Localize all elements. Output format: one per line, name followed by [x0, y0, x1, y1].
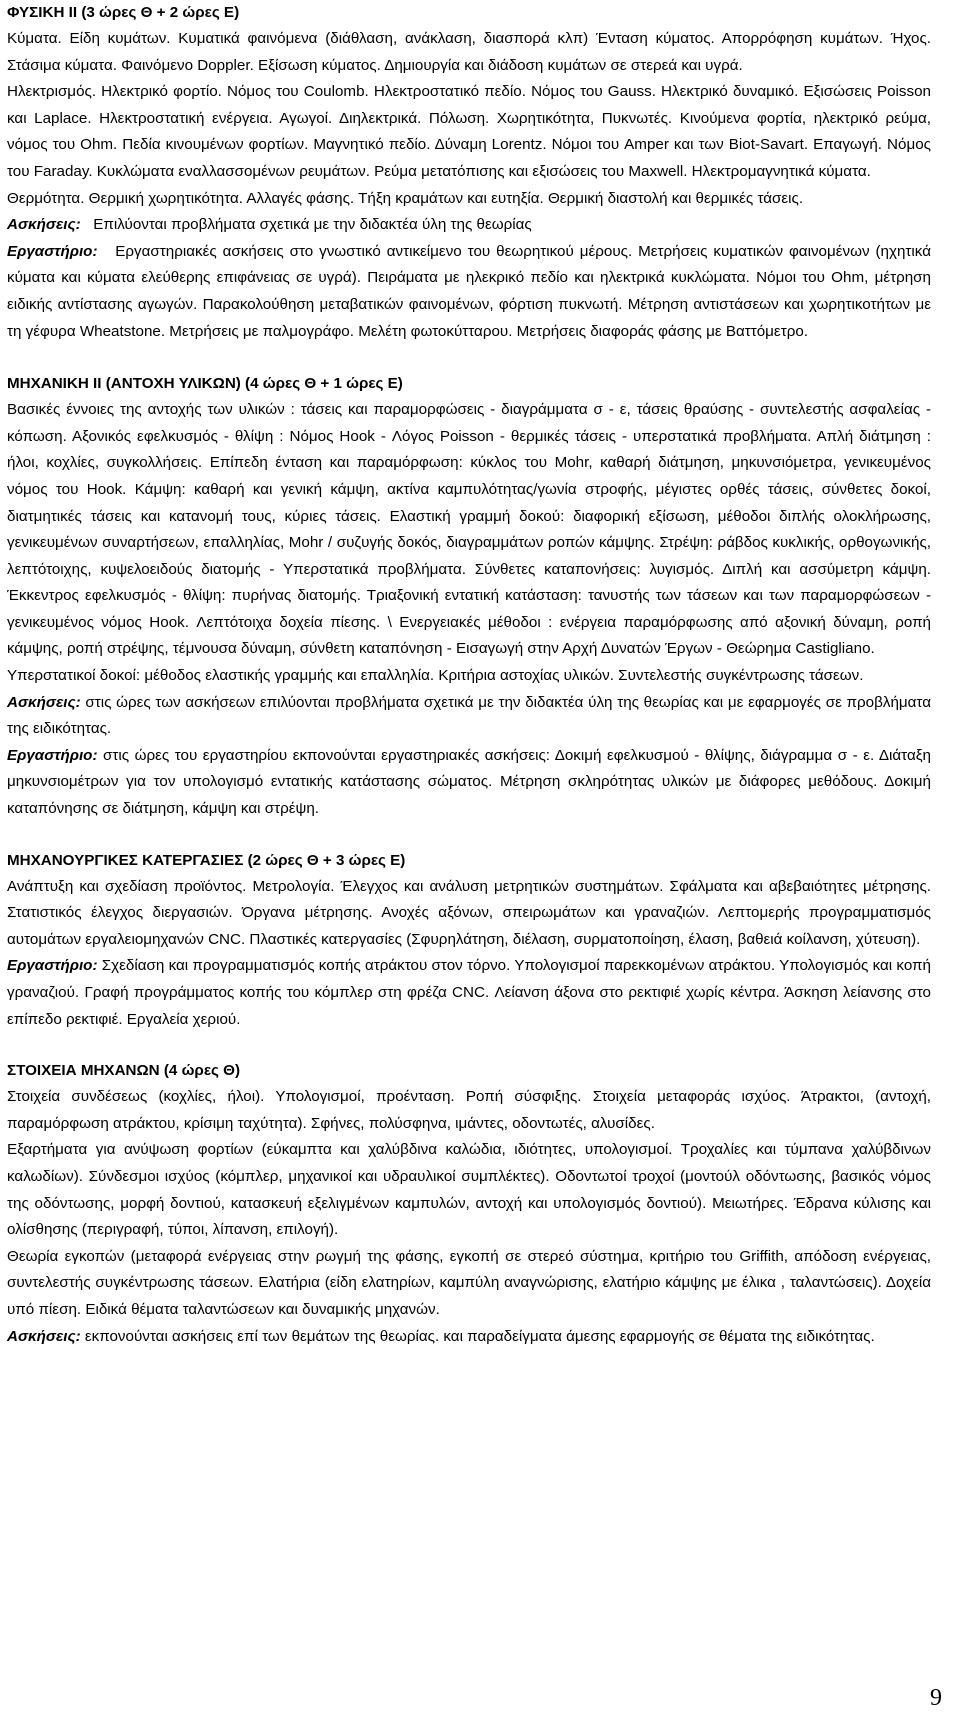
exercises-paragraph	[7, 212, 931, 239]
exercises-text: Επιλύονται προβλήματα σχετικά με την διδακτέα ύλη της θεωρίας	[93, 216, 532, 234]
section-title: ΣΤΟΙΧΕΙΑ ΜΗΧΑΝΩΝ (4 ώρες Θ)	[7, 1062, 241, 1080]
paragraph: Στοιχεία συνδέσεως (κοχλίες, ήλοι). Υπολογισμοί, προένταση. Ροπή σύσφιξης. Στοιχεία μεταφοράς ισχύος. Άτρακτοι, (αντοχή, παραμόρφωση ατράκτου, κρίσιμη ταχύτητα). Σφήνες, πολύσφηνα, ιμάντες, οδοντωτές, αλυσίδες.	[7, 1088, 931, 1132]
section-gap	[7, 823, 931, 848]
exercises-text: στις ώρες των ασκήσεων επιλύονται προβλήματα σχετικά με την διδακτέα ύλη της θεωρίας και με εφαρμογές σε προβλήματα της ειδικότητας.	[7, 693, 931, 738]
exercises-text: εκπονούνται ασκήσεις επί των θεμάτων της θεωρίας. και παραδείγματα άμεσης εφαρμογής σε θέματα της ειδικότητας.	[84, 1327, 875, 1345]
paragraph: Κύματα. Είδη κυμάτων. Κυματικά φαινόμενα (διάθλαση, ανάκλαση, διασπορά κλπ) Ένταση κύματος. Απορρόφηση κυμάτων. Ήχος. Στάσιμα κύματα. Φαινόμενο Doppler. Εξίσωση κύματος. Δημιουργία και διάδοση κυμάτων σε στερεά και υγρά.	[7, 30, 931, 74]
section-machine-elements	[7, 1058, 931, 1350]
exercises-paragraph	[7, 1324, 931, 1351]
lab-label: Εργαστήριο:	[7, 242, 98, 260]
document-page	[7, 0, 931, 1350]
section-machining	[7, 848, 931, 1034]
lab-text: στις ώρες του εργαστηρίου εκπονούνται εργαστηριακές ασκήσεις: Δοκιμή εφελκυσμού - θλίψης, διάγραμμα σ - ε. Διάταξη μηκυνσιομέτρων για τον υπολογισμό εντατικής κατάστασης σώματος. Μέτρηση σκληρότητας υλικών με διάφορες μεθόδους. Δοκιμή καταπόνησης σε διάτμηση, κάμψη και στρέψη.	[7, 746, 931, 818]
section-title: ΜΗΧΑΝΟΥΡΓΙΚΕΣ ΚΑΤΕΡΓΑΣΙΕΣ (2 ώρες Θ + 3 ώρες Ε)	[7, 851, 406, 869]
paragraph: Θερμότητα. Θερμική χωρητικότητα. Αλλαγές φάσης. Τήξη κραμάτων και ευτηξία. Θερμική διαστολή και θερμικές τάσεις.	[7, 189, 804, 207]
exercises-paragraph	[7, 690, 931, 743]
section-title: ΦΥΣΙΚΗ ΙΙ (3 ώρες Θ + 2 ώρες Ε)	[7, 4, 240, 21]
page-number: 9	[930, 1685, 942, 1711]
section-gap	[7, 1033, 931, 1058]
lab-paragraph	[7, 743, 931, 823]
paragraph: Θεωρία εγκοπών (μεταφορά ενέργειας στην ρωγμή της φάσης, εγκοπή σε στερεό σύστημα, κριτήριο του Griffith, απόδοση ενέργειας, συντελεστής συγκέντρωσης τάσεων. Ελατήρια (είδη ελατηρίων, καμπύλη αναγνώρισης, ελατήριο κάμψης με έλικα , ταλαντώσεις). Δοχεία υπό πίεση. Ειδικά θέματα ταλαντώσεων και δυναμικής μηχανών.	[7, 1247, 931, 1318]
lab-text: Σχεδίαση και προγραμματισμός κοπής ατράκτου στον τόρνο. Υπολογισμοί παρεκκομένων ατράκτου. Υπολογισμός και κοπή γραναζιού. Γραφή προγράμματος κοπής του κόμπλερ στη φρέζα CNC. Λείανση άξονα στο ρεκτιφιέ χωρίς κέντρα. Άσκηση λείανσης στο επίπεδο ρεκτιφιέ. Εργαλεία χεριού.	[7, 957, 931, 1028]
lab-text: Εργαστηριακές ασκήσεις στο γνωστικό αντικείμενο του θεωρητικού μέρους. Μετρήσεις κυματικών φαινομένων (ηχητικά κύματα και κύματα ελεύθερης επιφάνειας σε υγρά). Πειράματα με ηλεκρικό πεδίο και ηλεκτρικά κυκλώματα. Νόμοι του Ohm, μέτρηση ειδικής αντίστασης αγωγών. Παρακολούθηση μεταβατικών φαινομένων, φόρτιση πυκνωτή. Μέτρηση αντιστάσεων και χωρητικοτήτων με τη γέφυρα Wheatstone. Μετρήσεις με παλμογράφο. Μελέτη φωτοκύτταρου. Μετρήσεις διαφοράς φάσης με Βαττόμετρο.	[7, 242, 931, 340]
section-physics-2	[7, 0, 931, 345]
paragraph: Ηλεκτρισμός. Ηλεκτρικό φορτίο. Νόμος του Coulomb. Ηλεκτροστατικό πεδίο. Νόμος του Gauss. Ηλεκτρικό δυναμικό. Εξισώσεις Poisson και Laplace. Ηλεκτροστατική ενέργεια. Αγωγοί. Διηλεκτρικά. Πόλωση. Χωρητικότητα, Πυκνωτές. Κινούμενα φορτία, ηλεκτρικό ρεύμα, νόμος του Ohm. Πεδία κινουμένων φορτίων. Μαγνητικό πεδίο. Δύναμη Lorentz. Νόμοι του Amper και των Biot-Savart. Επαγωγή. Νόμος του Faraday. Κυκλώματα εναλλασσομένων ρευμάτων. Ρεύμα μετατόπισης και εξισώσεις του Maxwell. Ηλεκτρομαγνητικά κύματα.	[7, 83, 931, 180]
lab-paragraph	[7, 239, 931, 345]
paragraph: Υπερστατικοί δοκοί: μέθοδος ελαστικής γραμμής και επαλληλία. Κριτήρια αστοχίας υλικών. Συντελεστής συγκέντρωσης τάσεων.	[7, 667, 864, 685]
lab-label: Εργαστήριο:	[7, 746, 98, 764]
exercises-label: Ασκήσεις:	[7, 693, 81, 711]
exercises-label: Ασκήσεις:	[7, 216, 81, 234]
paragraph: Βασικές έννοιες της αντοχής των υλικών : τάσεις και παραμορφώσεις - διαγράμματα σ - ε, τάσεις θραύσης - συντελεστής ασφαλείας - κόπωση. Αξονικός εφελκυσμός - θλίψη : Νόμος Hook - Λόγος Poisson - θερμικές τάσεις - υπερστατικά προβλήματα. Απλή διάτμηση : ήλοι, κοχλίες, συγκολλήσεις. Επίπεδη ένταση και παραμόρφωση: κύκλος του Mohr, καθαρή διάτμηση, μηκυνσιόμετρα, γενικευμένος νόμος του Hook. Κάμψη: καθαρή και γενική κάμψη, ακτίνα καμπυλότητας/γωνία στροφής, μέγιστες ορθές τάσεις, σύνθετες δοκοί, διατμητικές τάσεις και κατανομή τους, κύριες τάσεις. Ελαστική γραμμή δοκού: διαφορική εξίσωση, μέθοδοι διπλής ολοκλήρωσης, γενικευμένων συναρτήσεων, επαλληλίας, Mohr / συζυγής δοκός, διαγραμμάτων ροπών κάμψης. Στρέψη: ράβδος κυκλικής, ορθογωνικής, λεπτότοιχης, κυψελοειδούς διατομής - Υπερστατικά προβλήματα. Σύνθετες καταπονήσεις: λυγισμός. Διπλή και ασσύμετρη κάμψη. Έκκεντρος εφελκυσμός - θλίψη: πυρήνας διατομής. Τριαξονική εντατική κατάσταση: τανυστής των τάσεων και των παραμορφώσεων - γενικευμένος νόμος Hook. Λεπτότοιχα δοχεία πίεσης. \ Ενεργειακές μέθοδοι : ενέργεια παραμόρφωσης από αξονική δύναμη, ροπή κάμψης, ροπή στρέψης, τέμνουσα δύναμη, σύνθετη καταπόνηση - Εισαγωγή στην Αρχή Δυνατών Έργων - Θεώρημα Castigliano.	[7, 401, 931, 658]
exercises-label: Ασκήσεις:	[7, 1327, 81, 1345]
section-title: ΜΗΧΑΝΙΚΗ ΙΙ (ΑΝΤΟΧΗ ΥΛΙΚΩΝ) (4 ώρες Θ + 1 ώρες Ε)	[7, 375, 403, 393]
lab-paragraph	[7, 953, 931, 1033]
section-mechanics-2	[7, 371, 931, 823]
paragraph: Εξαρτήματα για ανύψωση φορτίων (εύκαμπτα και χαλύβδινα καλώδια, ιδιότητες, υπολογισμοί. Τροχαλίες και τύμπανα χαλύβδινων καλωδίων). Σύνδεσμοι ισχύος (κόμπλερ, μηχανικοί και υδραυλικοί συμπλέκτες). Οδοντωτοί τροχοί (μοντούλ οδόντωσης, βασικός νόμος της οδόντωσης, μορφή δοντιού, κατασκευή εξελιγμένων καμπυλών, αντοχή και υπολογισμός δοντιού). Μειωτήρες. Έδρανα κύλισης και ολίσθησης (περιγραφή, τύποι, λίπανση, επιλογή).	[7, 1141, 931, 1239]
section-gap	[7, 345, 931, 371]
paragraph: Ανάπτυξη και σχεδίαση προϊόντος. Μετρολογία. Έλεγχος και ανάλυση μετρητικών συστημάτων. Σφάλματα και αβεβαιότητες μέτρησης. Στατιστικός έλεγχος διεργασιών. Όργανα μέτρησης. Ανοχές αξόνων, σπειρωμάτων και γραναζιών. Λεπτομερής προγραμματισμός αυτομάτων εργαλειομηχανών CNC. Πλαστικές κατεργασίες (Σφυρηλάτηση, διέλαση, συρματοποίηση, έλαση, βαθειά κοίλανση, χύτευση).	[7, 877, 931, 948]
lab-label: Εργαστήριο:	[7, 957, 98, 975]
